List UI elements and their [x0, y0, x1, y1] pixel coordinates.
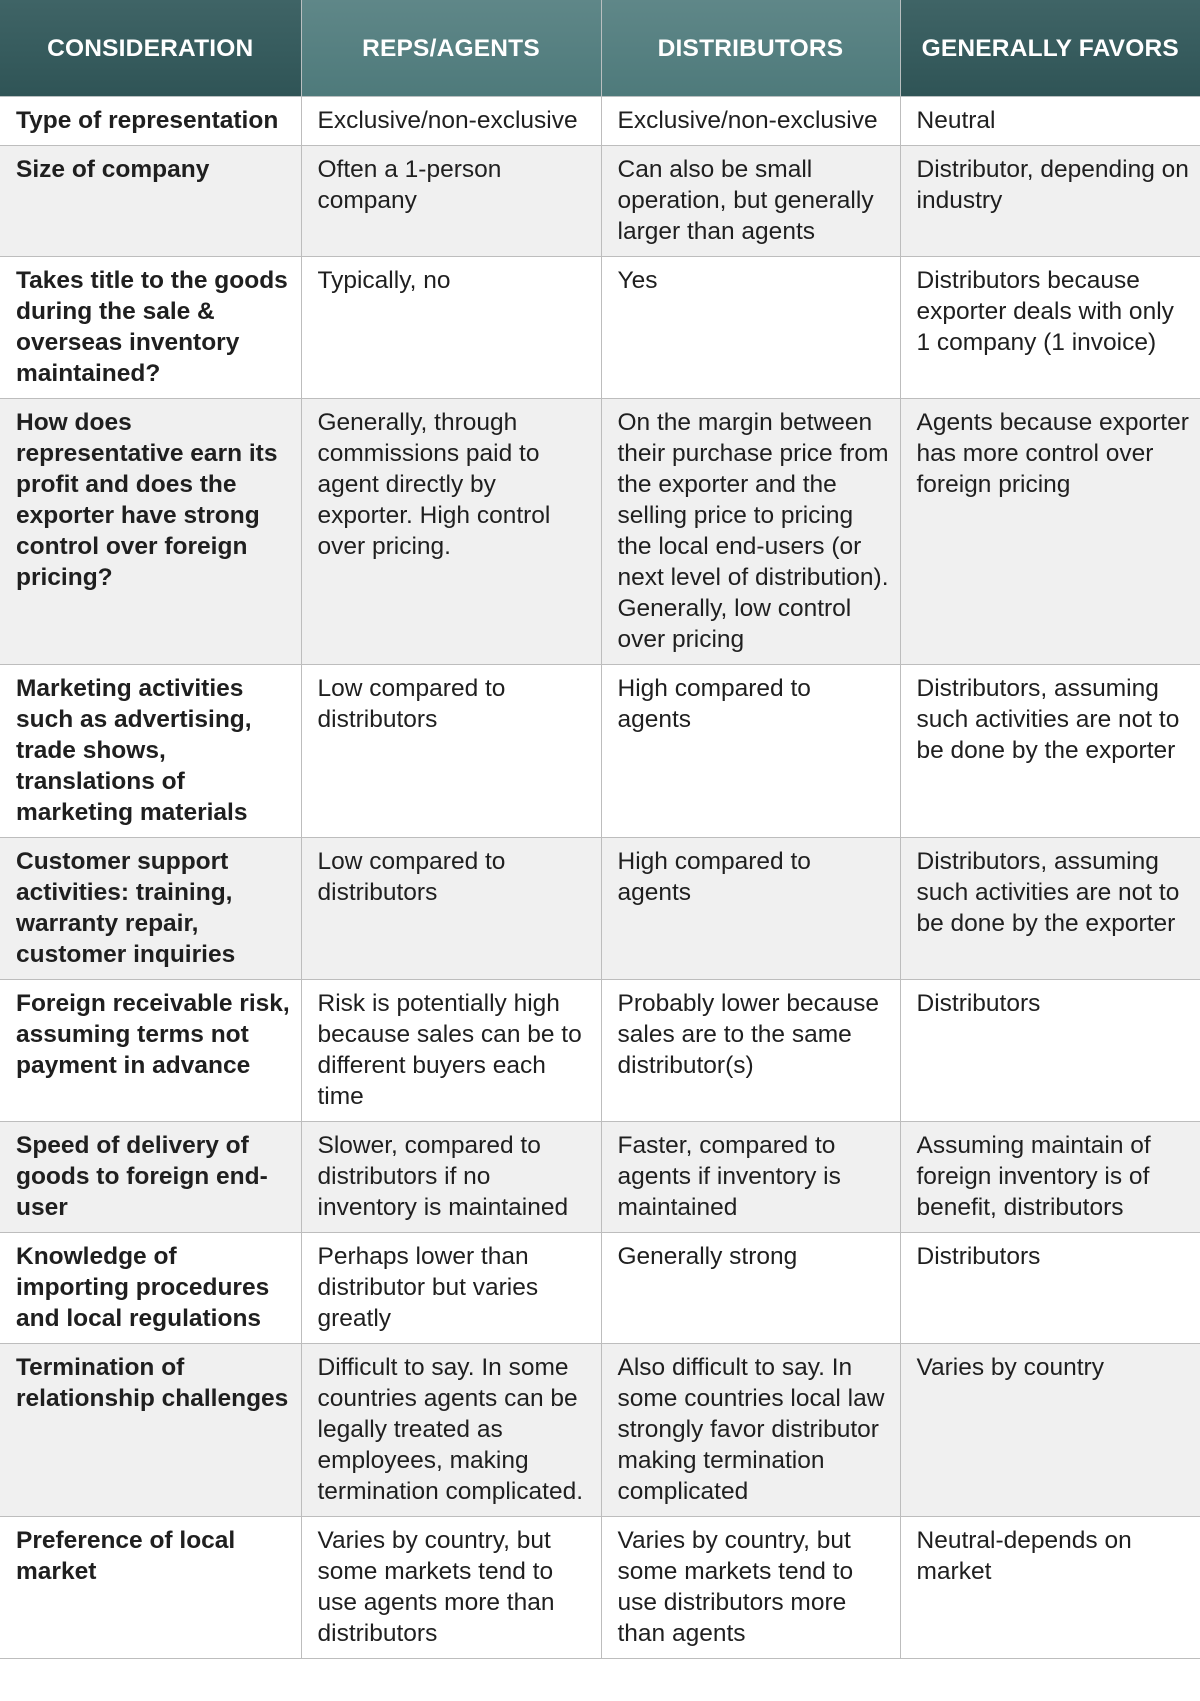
distributors-cell: High compared to agents	[601, 665, 900, 838]
generally-favors-cell: Varies by country	[900, 1344, 1200, 1517]
generally-favors-cell: Agents because exporter has more control over foreign pricing	[900, 399, 1200, 665]
consideration-cell: Knowledge of importing procedures and local regulations	[0, 1233, 301, 1344]
consideration-cell: Size of company	[0, 146, 301, 257]
reps-agents-cell: Low compared to distributors	[301, 838, 601, 980]
consideration-cell: Marketing activities such as advertising, trade shows, translations of marketing materials	[0, 665, 301, 838]
table-row	[0, 97, 1200, 146]
consideration-cell: Foreign receivable risk, assuming terms not payment in advance	[0, 980, 301, 1122]
distributors-cell: Can also be small operation, but generally larger than agents	[601, 146, 900, 257]
consideration-cell: Speed of delivery of goods to foreign end-user	[0, 1122, 301, 1233]
distributors-cell: Generally strong	[601, 1233, 900, 1344]
generally-favors-cell: Distributors because exporter deals with only 1 company (1 invoice)	[900, 257, 1200, 399]
generally-favors-cell: Distributor, depending on industry	[900, 146, 1200, 257]
reps-agents-cell: Perhaps lower than distributor but varies greatly	[301, 1233, 601, 1344]
header-generally-favors: GENERALLY FAVORS	[900, 0, 1200, 97]
reps-agents-cell: Typically, no	[301, 257, 601, 399]
table-row	[0, 838, 1200, 980]
table-row	[0, 146, 1200, 257]
table-row	[0, 980, 1200, 1122]
consideration-cell: How does representative earn its profit and does the exporter have strong control over foreign pricing?	[0, 399, 301, 665]
generally-favors-cell: Neutral-depends on market	[900, 1517, 1200, 1659]
reps-agents-cell: Slower, compared to distributors if no inventory is maintained	[301, 1122, 601, 1233]
distributors-cell: Probably lower because sales are to the same distributor(s)	[601, 980, 900, 1122]
distributors-cell: Varies by country, but some markets tend to use distributors more than agents	[601, 1517, 900, 1659]
consideration-cell: Type of representation	[0, 97, 301, 146]
table-row	[0, 257, 1200, 399]
generally-favors-cell: Neutral	[900, 97, 1200, 146]
header-distributors: DISTRIBUTORS	[601, 0, 900, 97]
table-row	[0, 665, 1200, 838]
table-row	[0, 1122, 1200, 1233]
consideration-cell: Takes title to the goods during the sale & overseas inventory maintained?	[0, 257, 301, 399]
header-consideration: CONSIDERATION	[0, 0, 301, 97]
reps-agents-cell: Difficult to say. In some countries agents can be legally treated as employees, making termination complicated.	[301, 1344, 601, 1517]
reps-agents-cell: Generally, through commissions paid to agent directly by exporter. High control over pricing.	[301, 399, 601, 665]
reps-agents-cell: Varies by country, but some markets tend to use agents more than distributors	[301, 1517, 601, 1659]
header-reps-agents: REPS/AGENTS	[301, 0, 601, 97]
generally-favors-cell: Assuming maintain of foreign inventory is of benefit, distributors	[900, 1122, 1200, 1233]
generally-favors-cell: Distributors	[900, 1233, 1200, 1344]
header-row	[0, 0, 1200, 97]
reps-agents-cell: Low compared to distributors	[301, 665, 601, 838]
table-row	[0, 399, 1200, 665]
table-row	[0, 1517, 1200, 1659]
distributors-cell: Exclusive/non-exclusive	[601, 97, 900, 146]
consideration-cell: Preference of local market	[0, 1517, 301, 1659]
generally-favors-cell: Distributors	[900, 980, 1200, 1122]
generally-favors-cell: Distributors, assuming such activities are not to be done by the exporter	[900, 838, 1200, 980]
consideration-cell: Termination of relationship challenges	[0, 1344, 301, 1517]
generally-favors-cell: Distributors, assuming such activities are not to be done by the exporter	[900, 665, 1200, 838]
consideration-cell: Customer support activities: training, warranty repair, customer inquiries	[0, 838, 301, 980]
distributors-cell: High compared to agents	[601, 838, 900, 980]
distributors-cell: Also difficult to say. In some countries local law strongly favor distributor making termination complicated	[601, 1344, 900, 1517]
distributors-cell: Yes	[601, 257, 900, 399]
distributors-cell: Faster, compared to agents if inventory is maintained	[601, 1122, 900, 1233]
table-row	[0, 1233, 1200, 1344]
table-row	[0, 1344, 1200, 1517]
reps-agents-cell: Often a 1-person company	[301, 146, 601, 257]
reps-agents-cell: Exclusive/non-exclusive	[301, 97, 601, 146]
reps-agents-cell: Risk is potentially high because sales can be to different buyers each time	[301, 980, 601, 1122]
distributors-cell: On the margin between their purchase price from the exporter and the selling price to pricing the local end-users (or next level of distribution). Generally, low control over pricing	[601, 399, 900, 665]
